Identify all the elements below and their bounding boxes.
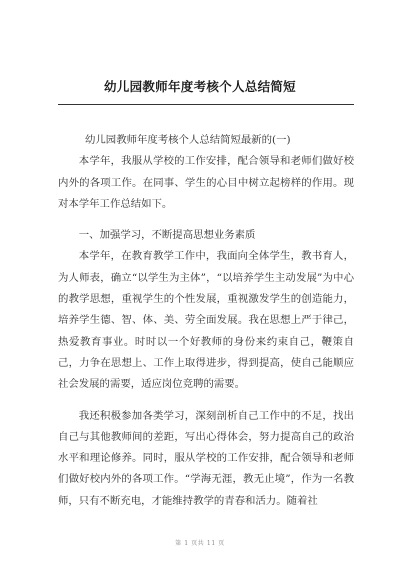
paragraph-intro: 本学年，我服从学校的工作安排，配合领导和老师们做好校内外的各项工作。在同事、学生的心目中树立起榜样的作用。现对本学年工作总结如下。 <box>58 155 354 210</box>
section-subtitle: 幼儿园教师年度考核个人总结简短最新的(一) <box>85 134 291 146</box>
title-divider <box>58 104 354 105</box>
document-body <box>58 130 354 512</box>
paragraph-body: 本学年，在教育教学工作中，我面向全体学生，教书育人，为人师表，确立“以学生为主体”，“以培养学生主动发展”为中心的教学思想，重视学生的个性发展，重视激发学生的创造能力，培养学生德、智、体、美、劳全面发展。我在思想上严于律己，热爱教育事业。时时以一个好教师的身份来约束自己，鞭策自己，力争在思想上、工作上取得进步，得到提高，使自己能顺应社会发展的需要，适应岗位竞聘的需要。 <box>58 250 354 391</box>
section-heading: 一、加强学习，不断提高思想业务素质 <box>78 229 256 242</box>
page-number: 第 1 页共 11 页 <box>175 540 225 547</box>
paragraph-body: 我还积极参加各类学习，深刻剖析自己工作中的不足，找出自己与其他教师间的差距，写出心得体会，努力提高自己的政治水平和理论修养。同时，服从学校的工作安排，配合领导和老师们做好校内外的各项工作。“学海无涯，教无止境”，作为一名教师，只有不断充电，才能维持教学的青春和活力。随着社 <box>58 409 354 507</box>
document-title: 幼儿园教师年度考核个人总结简短 <box>103 79 296 94</box>
